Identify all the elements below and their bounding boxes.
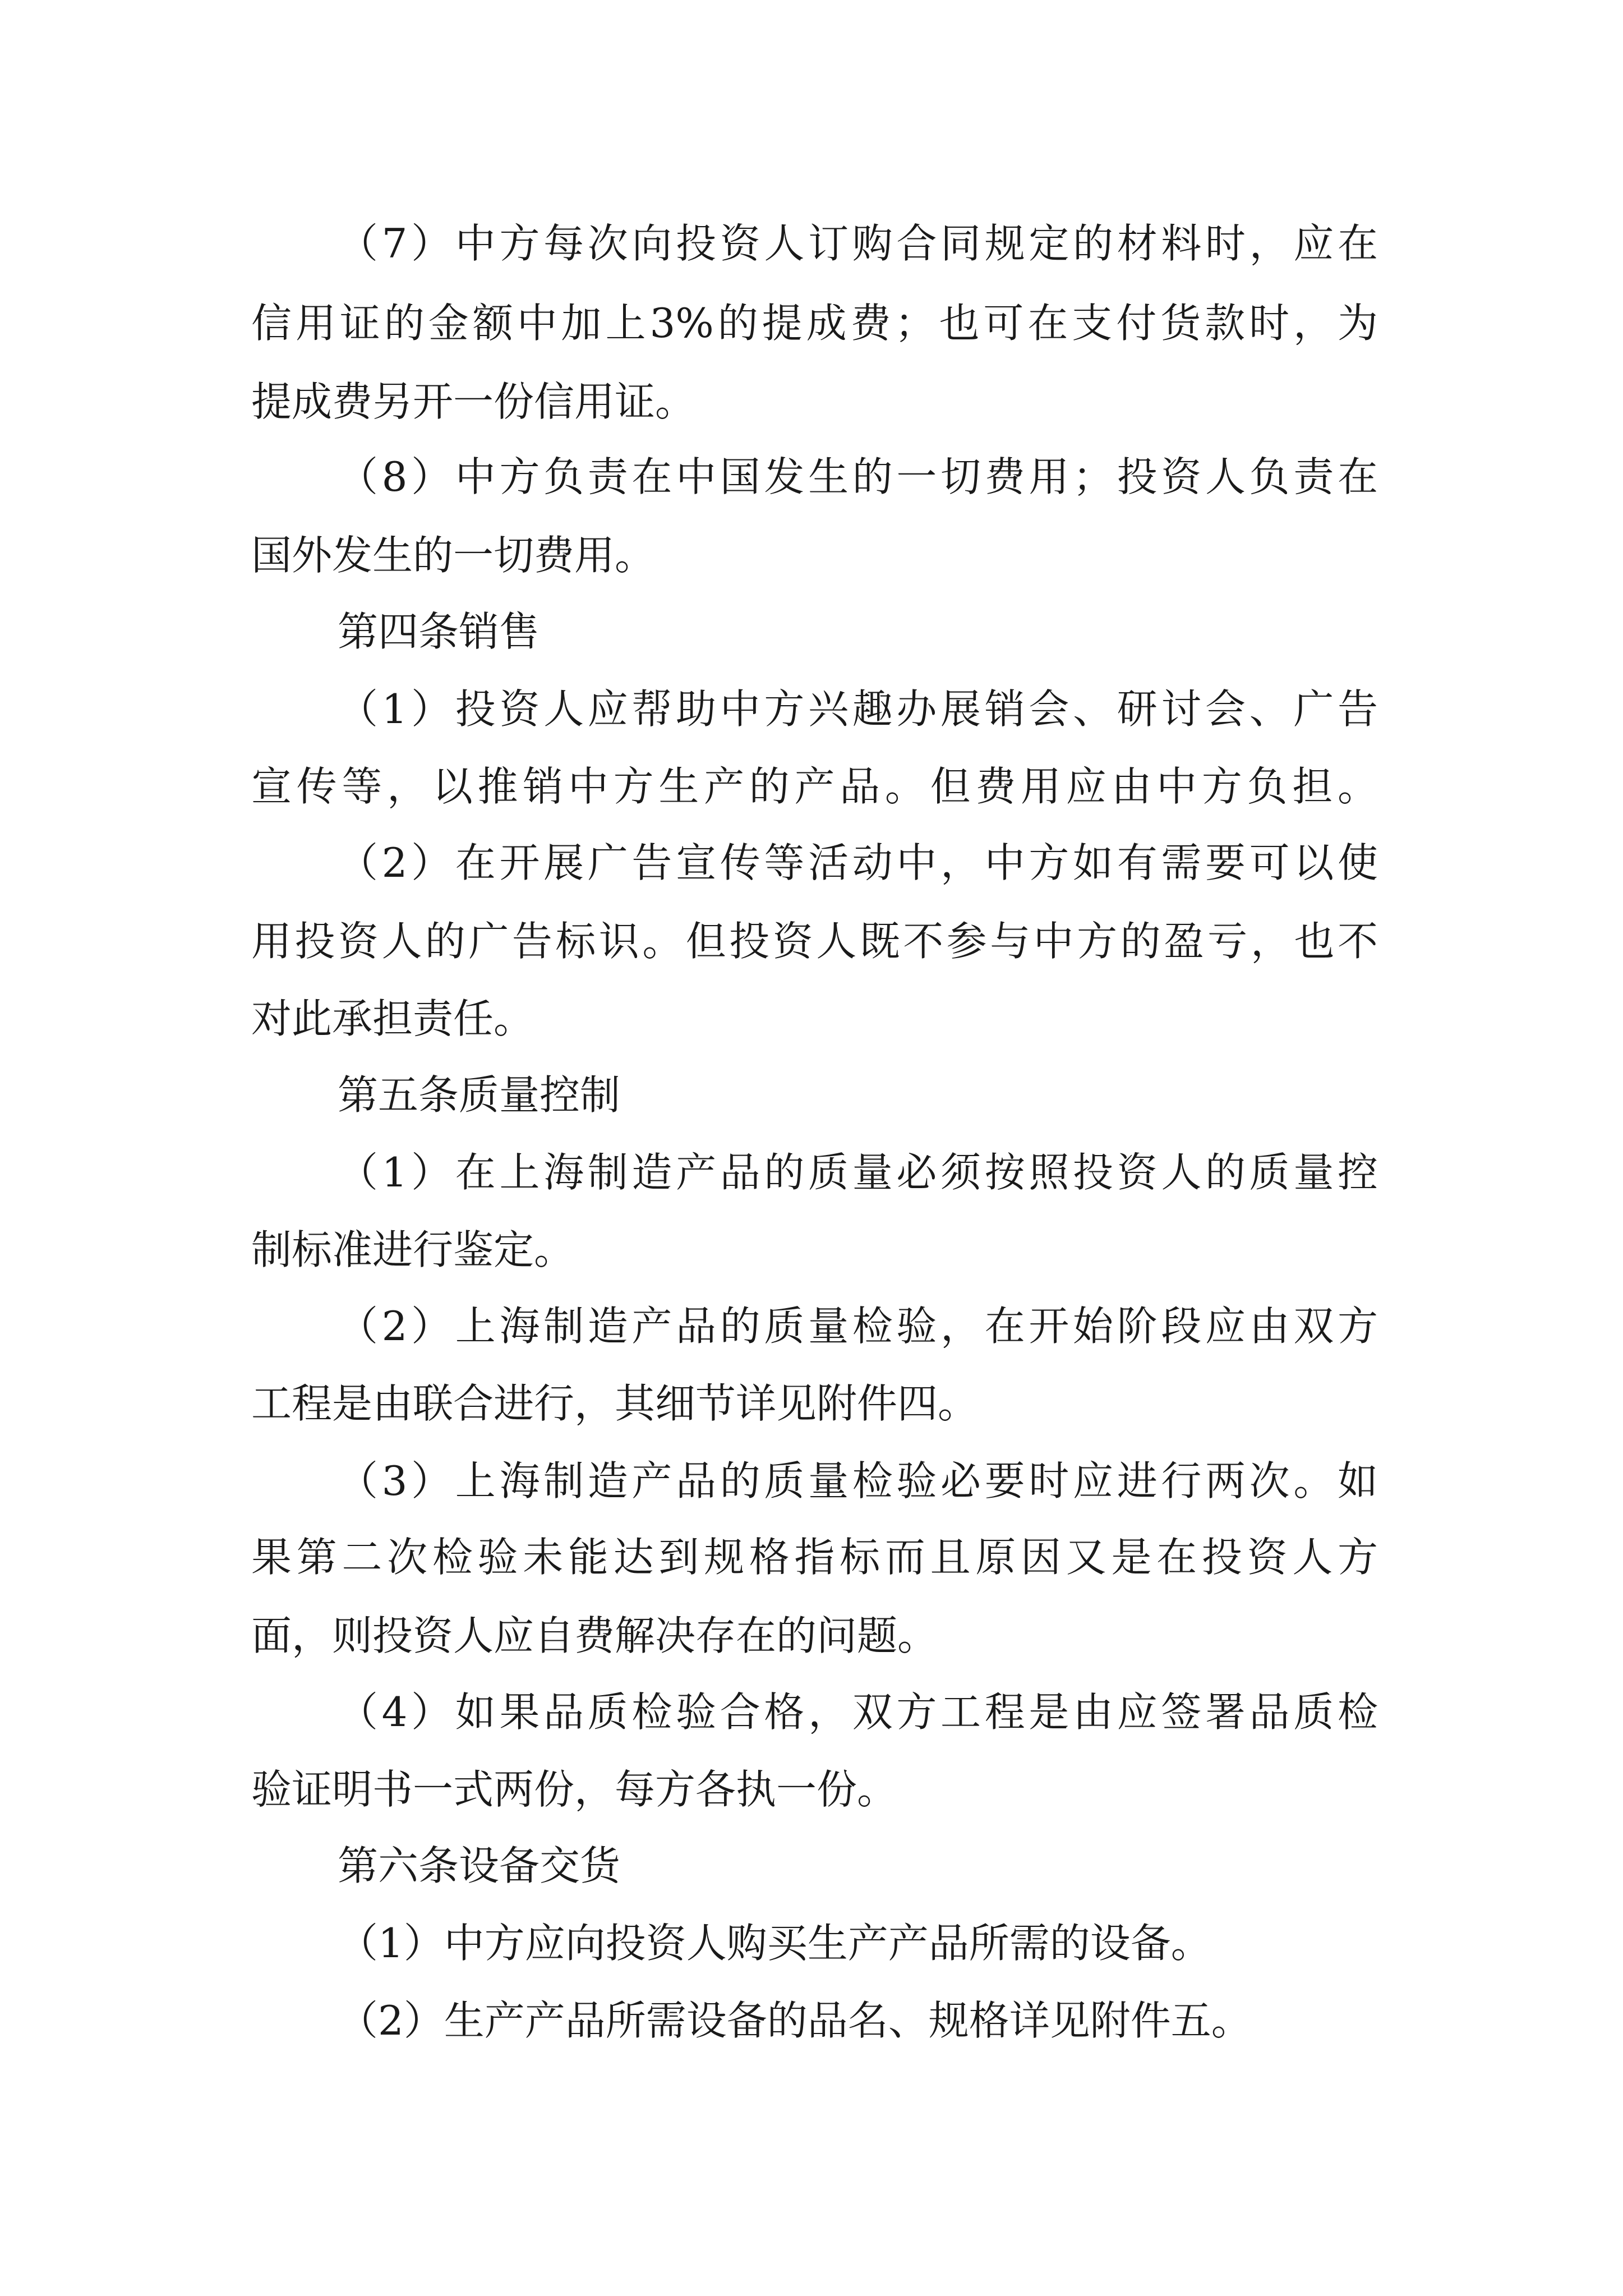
paragraph-7-line-1: （7）中方每次向投资人订购合同规定的材料时，应在 [338,220,1378,267]
article-5-item-1-line-2: 制标准进行鉴定。 [251,1226,575,1273]
article-5-item-3-line-1: （3）上海制造产品的质量检验必要时应进行两次。如 [338,1457,1378,1504]
article-4-item-2-line-1: （2）在开展广告宣传等活动中，中方如有需要可以使 [338,839,1378,886]
article-5-item-3-line-2: 果第二次检验未能达到规格指标而且原因又是在投资人方 [251,1534,1378,1581]
article-5-item-1-line-1: （1）在上海制造产品的质量必须按照投资人的质量控 [338,1149,1378,1196]
article-5-item-2-line-2: 工程是由联合进行，其细节详见附件四。 [251,1380,979,1427]
article-5-item-4-line-1: （4）如果品质检验合格，双方工程是由应签署品质检 [338,1688,1378,1736]
article-4-item-2-line-2: 用投资人的广告标识。但投资人既不参与中方的盈亏，也不 [251,918,1378,965]
article-4-item-1-line-2: 宣传等，以推销中方生产的产品。但费用应由中方负担。 [251,763,1378,810]
article-5-item-4-line-2: 验证明书一式两份，每方各执一份。 [251,1766,898,1813]
paragraph-8-line-1: （8）中方负责在中国发生的一切费用；投资人负责在 [338,453,1378,500]
article-4-item-2-line-3: 对此承担责任。 [251,995,534,1042]
article-5-heading: 第五条质量控制 [338,1071,621,1119]
article-6-heading: 第六条设备交货 [338,1842,621,1889]
paragraph-8-line-2: 国外发生的一切费用。 [251,532,656,579]
paragraph-7-line-3: 提成费另开一份信用证。 [251,378,696,425]
article-4-item-1-line-1: （1）投资人应帮助中方兴趣办展销会、研讨会、广告 [338,685,1378,733]
article-5-item-2-line-1: （2）上海制造产品的质量检验，在开始阶段应由双方 [338,1303,1378,1350]
paragraph-7-line-2: 信用证的金额中加上3%的提成费；也可在支付货款时，为 [251,300,1378,347]
article-5-item-3-line-3: 面，则投资人应自费解决存在的问题。 [251,1612,938,1659]
article-6-item-1: （1）中方应向投资人购买生产产品所需的设备。 [338,1920,1211,1967]
article-4-heading: 第四条销售 [338,608,540,655]
article-6-item-2: （2）生产产品所需设备的品名、规格详见附件五。 [338,1997,1252,2044]
